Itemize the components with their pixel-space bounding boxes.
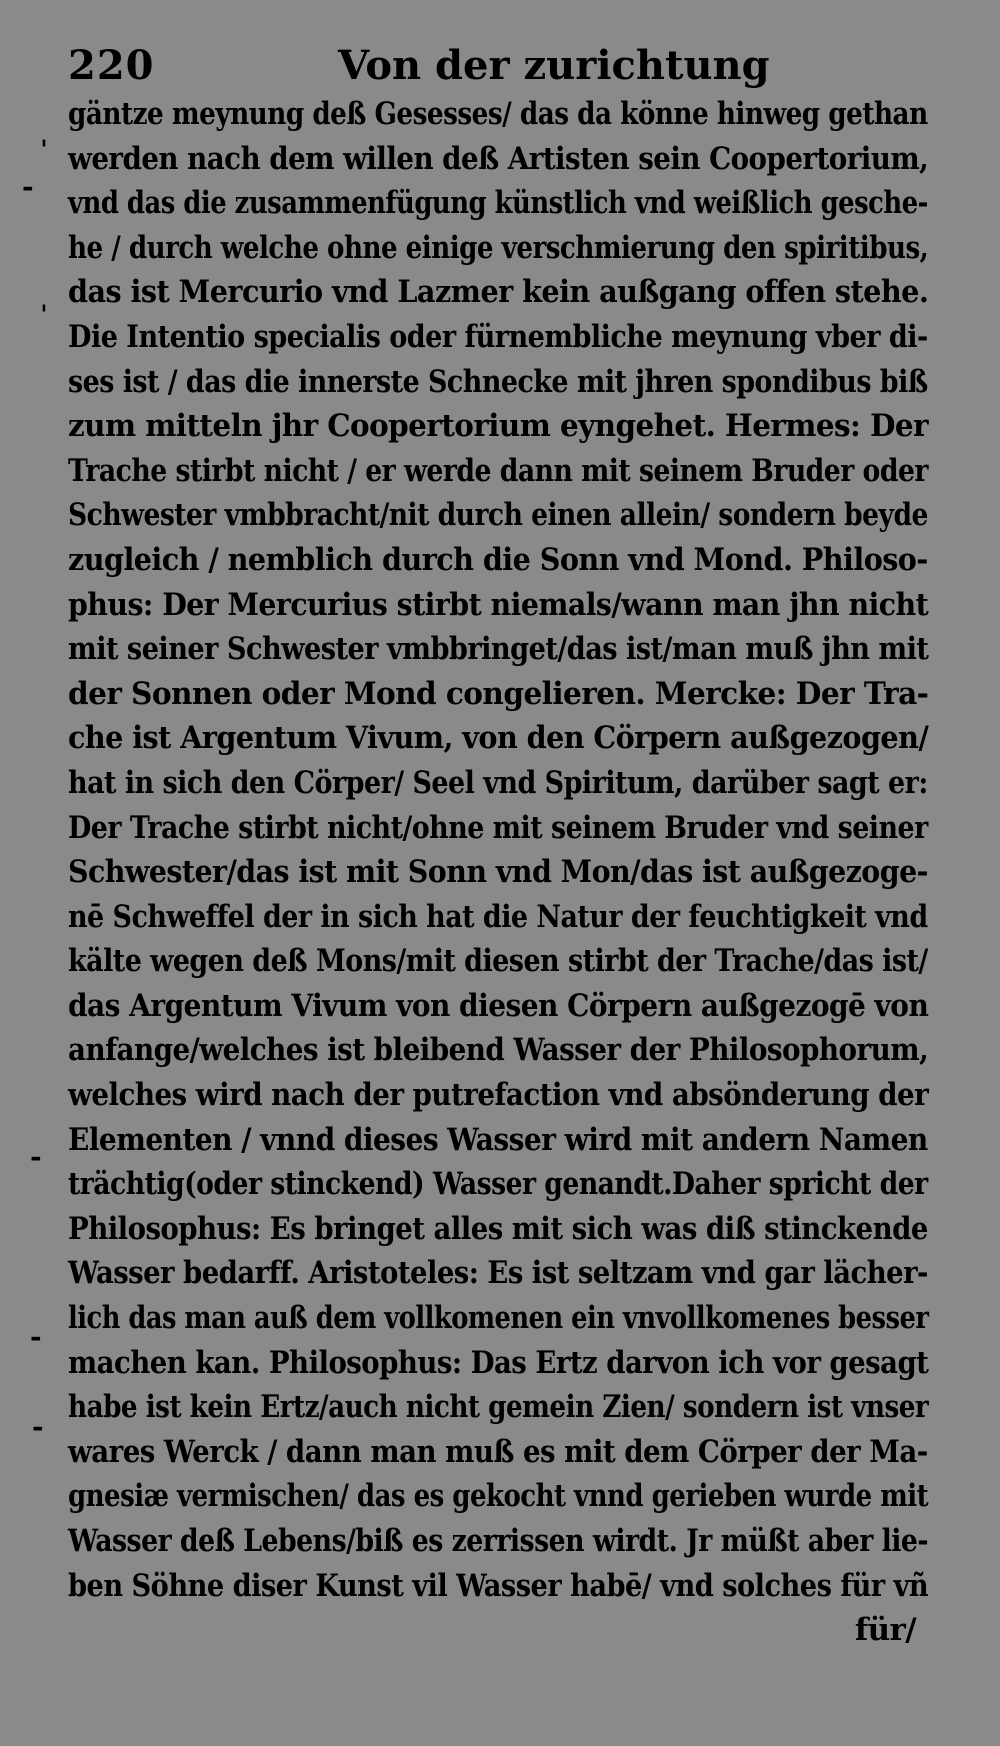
text-line: gnesiæ vermischen/ das es gekocht vnnd gerieben wurde mit <box>68 1478 929 1515</box>
text-line: hat in sich den Cörper/ Seel vnd Spiritum, darüber sagt er: <box>68 764 928 801</box>
text-line: Wasser bedarff. Aristoteles: Es ist seltzam vnd gar lächer- <box>68 1255 928 1292</box>
text-line: wares Werck / dann man muß es mit dem Cörper der Ma- <box>68 1433 928 1470</box>
text-line: Schwester vmbbracht/nit durch einen allein/ sondern beyde <box>68 497 928 534</box>
text-line: lich das man auß dem vollkomenen ein vnvollkomenes besser <box>68 1300 929 1337</box>
margin-mark: - <box>32 1410 44 1443</box>
text-line: Elementen / vnnd dieses Wasser wird mit andern Namen <box>68 1121 928 1158</box>
margin-mark: - <box>30 1320 42 1353</box>
text-line: Schwester/das ist mit Sonn vnd Mon/das ist außgezoge- <box>68 854 928 891</box>
text-line: Trache stirbt nicht / er werde dann mit seinem Bruder oder <box>68 452 928 489</box>
text-line: Die Intentio specialis oder fürnembliche meynung vber di- <box>68 318 928 355</box>
margin-mark: - <box>30 1140 42 1173</box>
text-line: werden nach dem willen deß Artisten sein Coopertorium, <box>68 140 929 177</box>
text-line: Philosophus: Es bringet alles mit sich was diß stinckende <box>68 1210 928 1247</box>
text-line: gäntze meynung deß Gesesses/ das da könne hinweg gethan <box>68 96 928 132</box>
margin-mark: ˈ <box>40 300 48 333</box>
text-line: nē Schweffel der in sich hat die Natur der feuchtigkeit vnd <box>68 898 928 935</box>
text-line: welches wird nach der putrefaction vnd absönderung der <box>68 1077 929 1114</box>
text-line: zum mitteln jhr Coopertorium eyngehet. Hermes: Der <box>68 408 928 445</box>
text-line: das Argentum Vivum von diesen Cörpern außgezogē von <box>68 987 929 1024</box>
page-number: 220 <box>68 42 155 89</box>
running-title: Von der zurichtung <box>338 42 770 89</box>
text-line: habe ist kein Ertz/auch nicht gemein Zien/ sondern ist vnser <box>68 1389 929 1426</box>
text-line: ses ist / das die innerste Schnecke mit jhren spondibus biß <box>68 363 928 400</box>
text-line: anfange/welches ist bleibend Wasser der Philosophorum, <box>68 1032 929 1069</box>
text-line: für/ <box>854 1612 916 1649</box>
text-line: kälte wegen deß Mons/mit diesen stirbt der Trache/das ist/ <box>68 943 928 980</box>
margin-mark: ˈ <box>40 135 48 168</box>
text-line: Der Trache stirbt nicht/ohne mit seinem Bruder vnd seiner <box>68 809 928 846</box>
text-line: der Sonnen oder Mond congelieren. Mercke: Der Tra- <box>68 675 929 712</box>
text-line: he / durch welche ohne einige verschmierung den spiritibus, <box>68 229 929 266</box>
text-line: Wasser deß Lebens/biß es zerrissen wirdt. Jr müßt aber lie- <box>68 1523 928 1559</box>
margin-mark: - <box>22 170 34 203</box>
text-line: trächtig(oder stinckend) Wasser genandt.Daher spricht der <box>68 1166 928 1203</box>
text-line: vnd das die zusammenfügung künstlich vnd weißlich gesche- <box>68 185 928 222</box>
text-line: ben Söhne diser Kunst vil Wasser habē/ vnd solches für vñ <box>68 1567 929 1604</box>
text-line: mit seiner Schwester vmbbringet/das ist/man muß jhn mit <box>68 631 929 668</box>
text-line: phus: Der Mercurius stirbt niemals/wann man jhn nicht <box>68 586 929 623</box>
page-header <box>68 42 948 92</box>
text-line: che ist Argentum Vivum, von den Cörpern außgezogen/ <box>68 720 929 757</box>
text-line: das ist Mercurio vnd Lazmer kein außgang offen stehe. <box>68 274 929 311</box>
body-text <box>68 92 958 1653</box>
text-line: machen kan. Philosophus: Das Ertz darvon ich vor gesagt <box>68 1344 929 1381</box>
text-line: zugleich / nemblich durch die Sonn vnd Mond. Philoso- <box>68 541 928 578</box>
